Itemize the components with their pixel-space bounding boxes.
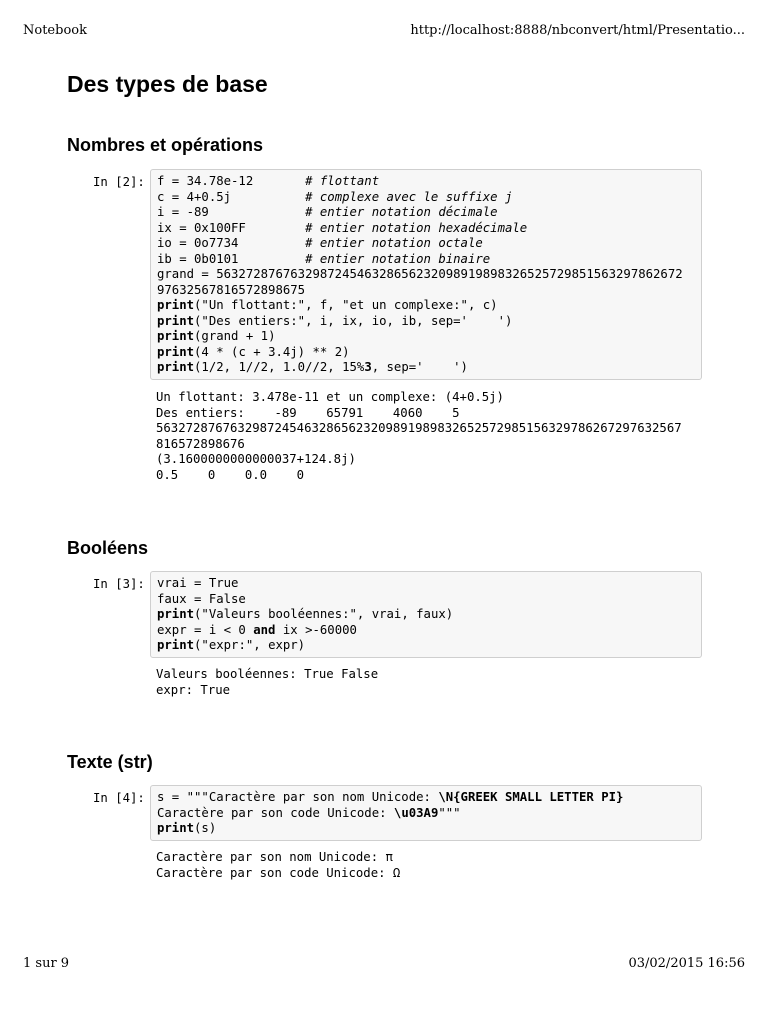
code-cell-2[interactable] [150,169,702,380]
code-keyword: print [157,360,195,374]
code-keyword: print [157,344,195,359]
code-text: Caractère par son code Unicode: [157,805,394,820]
code-comment: # entier notation binaire [305,251,491,266]
cell-output-2: Un flottant: 3.478e-11 et un complexe: (4+0.5j) Des entiers: -89 65791 4060 5 56327287676329872454632865623209891989832652572985156329786267297632567 816572898676 (3.1600000000000037+124.8j) 0.5 0 0.0 0 [156,390,682,482]
header-url: http://localhost:8888/nbconvert/html/Presentatio... [410,23,745,38]
code-comment: # entier notation hexadécimale [305,220,528,235]
code-cell-4[interactable] [150,785,702,841]
page-title: Des types de base [67,71,268,97]
code-keyword: print [157,638,195,652]
code-text: ("Un flottant:", f, "et un complexe:", c) [194,298,498,312]
code-text: (4 * (c + 3.4j) ** 2) [194,344,350,359]
code-text: ix = 0x100FF [157,220,306,235]
section-heading-texte: Texte (str) [67,752,153,772]
code-text: vrai = True [157,576,239,590]
page-number: 1 sur 9 [23,956,70,971]
code-text: , sep=' ') [371,360,468,374]
code-text: ("expr:", expr) [194,638,306,652]
code-keyword: \u03A9 [393,805,439,820]
code-keyword: print [157,607,195,621]
code-keyword: \N{GREEK SMALL LETTER PI} [438,790,624,804]
cell-output-4: Caractère par son nom Unicode: π Caractère par son code Unicode: Ω [156,850,401,880]
code-block [157,174,695,376]
code-text: faux = False [157,591,246,606]
cell-prompt-2: In [2]: [93,175,145,189]
code-cell-3[interactable] [150,571,702,658]
code-keyword: print [157,313,195,328]
code-keyword: print [157,329,195,343]
code-text: ib = 0b0101 [157,251,306,266]
print-date: 03/02/2015 16:56 [628,956,745,971]
code-text: f = 34.78e-12 [157,174,306,188]
code-keyword: and [253,622,276,637]
code-block [157,576,695,654]
code-text: (1/2, 1//2, 1.0//2, 15% [194,360,365,374]
code-text: c = 4+0.5j [157,189,306,204]
code-text: expr = i < 0 [157,622,254,637]
code-text: i = -89 [157,205,306,219]
code-comment: # flottant [305,174,380,188]
code-keyword: print [157,298,195,312]
code-text: 97632567816572898675 [157,282,306,297]
code-text: ("Des entiers:", i, ix, io, ib, sep=' ') [194,313,513,328]
header-title: Notebook [23,23,87,38]
code-keyword: 3 [364,360,372,374]
code-block [157,790,695,837]
code-text: s = """Caractère par son nom Unicode: [157,790,439,804]
section-heading-booleens: Booléens [67,538,149,558]
code-comment: # complexe avec le suffixe j [305,189,513,204]
code-text: """ [438,805,461,820]
code-text: ("Valeurs booléennes:", vrai, faux) [194,607,454,621]
code-text: ix >-60000 [275,622,357,637]
code-keyword: print [157,821,195,835]
cell-output-3: Valeurs booléennes: True False expr: True [156,667,379,697]
cell-prompt-3: In [3]: [93,577,145,591]
code-comment: # entier notation décimale [305,205,498,219]
code-text: grand = 563272876763298724546328656232098919898326525729851563297862672 [157,267,683,281]
code-text: (s) [194,821,217,835]
section-heading-nombres: Nombres et opérations [67,135,264,155]
code-text: (grand + 1) [194,329,276,343]
code-text: io = 0o7734 [157,236,306,250]
code-comment: # entier notation octale [305,236,483,250]
cell-prompt-4: In [4]: [93,791,145,805]
